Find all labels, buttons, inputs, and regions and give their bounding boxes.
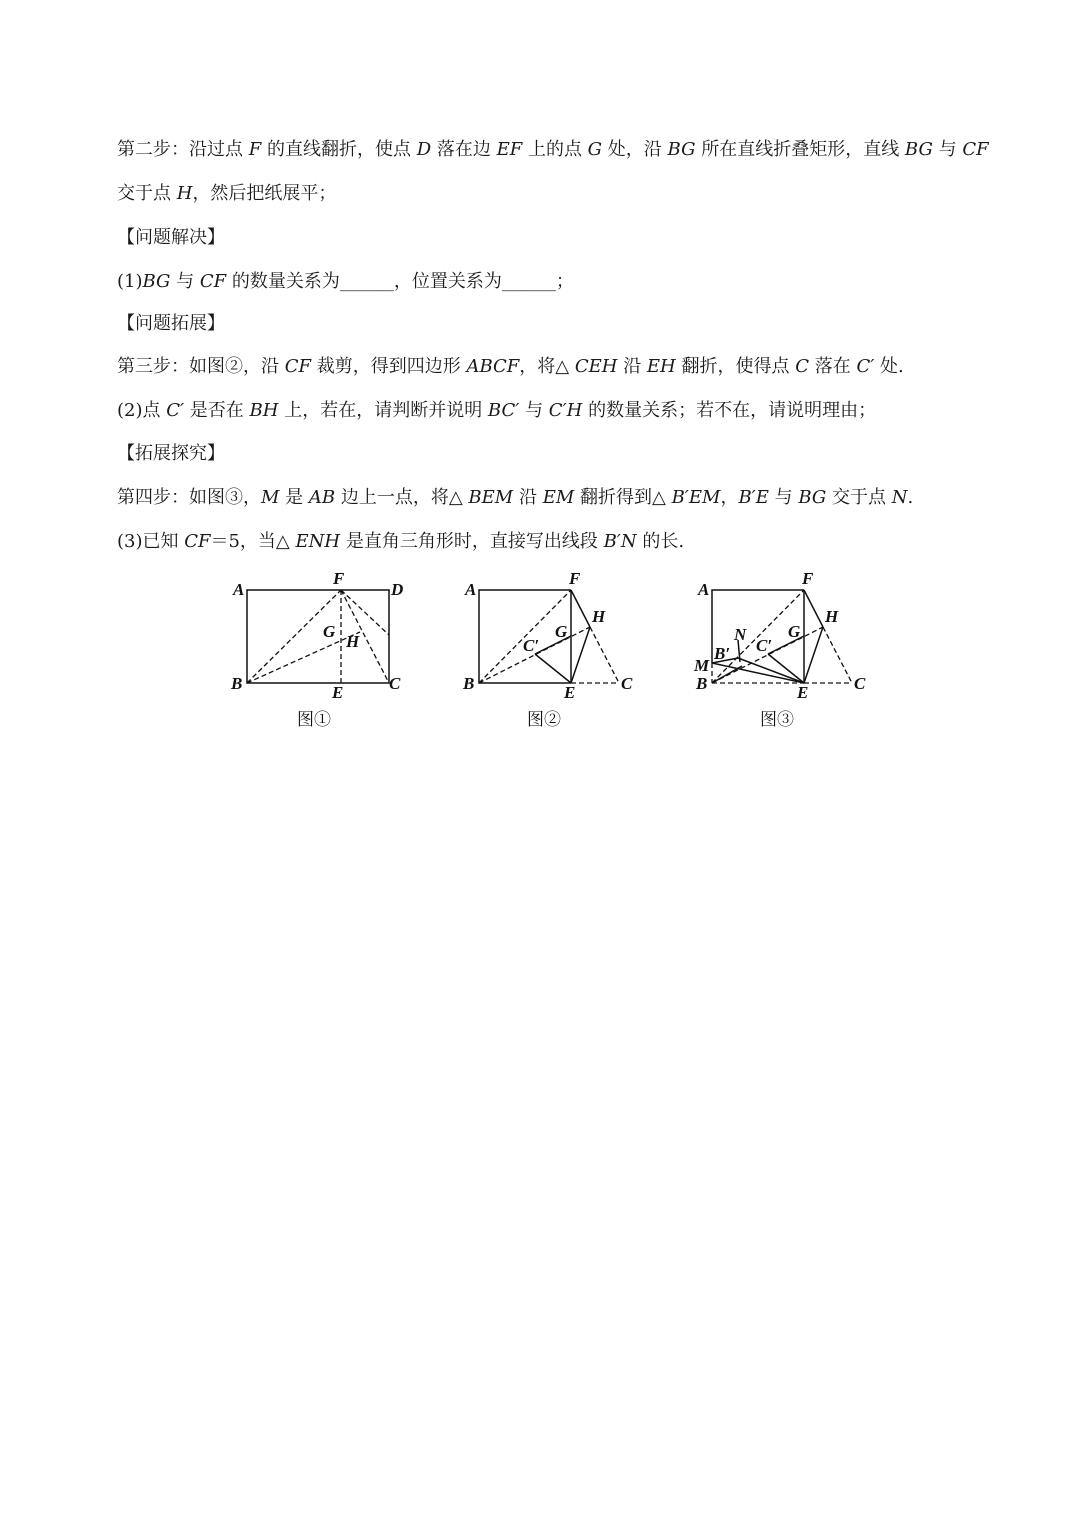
text-segment: 第二步：沿过点 <box>117 139 249 160</box>
text-segment: 翻折得到△ <box>574 487 672 508</box>
label-b-prime: B′ <box>714 644 731 663</box>
segment-fh <box>804 590 823 627</box>
text-segment: BG <box>904 139 933 160</box>
text-segment: ＝5，当△ <box>210 531 296 552</box>
label-h: H <box>592 607 606 626</box>
question-2 <box>117 399 876 423</box>
text-segment: 翻折，使得点 <box>675 356 796 377</box>
text-segment: BH <box>249 400 279 421</box>
figure-1-caption: 图① <box>297 710 331 729</box>
text-segment: 的长. <box>636 531 685 552</box>
text-segment: B′EM <box>671 487 721 508</box>
text-segment: 第三步：如图②，沿 <box>117 356 285 377</box>
label-f: F <box>569 570 581 588</box>
text-segment: F <box>248 139 262 160</box>
text-segment: 交于点 <box>826 487 892 508</box>
figure-1 <box>225 570 415 740</box>
text-segment: M <box>261 487 280 508</box>
text-segment: H <box>176 183 193 204</box>
text-segment: 的数量关系；若不在，请说明理由； <box>582 400 877 421</box>
text-segment: . <box>907 487 914 508</box>
text-segment: 是 <box>279 487 309 508</box>
text-segment: CF <box>962 139 989 160</box>
label-c-prime: C′ <box>756 636 773 655</box>
label-f: F <box>333 570 345 588</box>
label-g: G <box>323 622 336 641</box>
text-segment: 与 <box>768 487 799 508</box>
question-1 <box>117 270 574 294</box>
label-a: A <box>465 580 477 599</box>
text-segment: 沿 <box>617 356 647 377</box>
label-b: B <box>463 674 475 693</box>
rectangle-abcd <box>247 590 389 683</box>
label-c: C <box>389 674 401 693</box>
section-heading-problem-extension <box>117 312 225 336</box>
text-segment: B′E <box>738 487 769 508</box>
text-segment: AB <box>308 487 336 508</box>
text-segment: 与 <box>170 271 200 292</box>
label-e: E <box>564 683 576 702</box>
label-b: B <box>696 674 708 693</box>
text-segment: EM <box>542 487 575 508</box>
text-segment: B′N <box>603 531 637 552</box>
text-segment: 第四步：如图③， <box>117 487 261 508</box>
label-n: N <box>734 625 747 644</box>
label-g: G <box>555 622 568 641</box>
text-segment: C′H <box>548 400 583 421</box>
segment-hc <box>590 627 619 683</box>
text-segment: 所在直线折叠矩形，直线 <box>695 139 905 160</box>
text-segment: 落在边 <box>431 139 497 160</box>
segment-ec-prime <box>535 654 571 683</box>
label-a: A <box>233 580 245 599</box>
text-segment: CEH <box>574 356 618 377</box>
text-segment: 是直角三角形时，直接写出线段 <box>340 531 604 552</box>
segment-fh <box>571 590 590 627</box>
text-segment: 【拓展探究】 <box>117 443 225 464</box>
text-segment: EH <box>646 356 676 377</box>
text-segment: 落在 <box>809 356 857 377</box>
text-segment: 沿 <box>513 487 543 508</box>
text-segment: 与 <box>519 400 549 421</box>
text-segment: 与 <box>932 139 963 160</box>
text-segment: ， <box>720 487 739 508</box>
text-segment: G <box>587 139 603 160</box>
segment-hc <box>823 627 852 683</box>
text-segment: EF <box>496 139 523 160</box>
label-d: D <box>391 580 404 599</box>
label-g: G <box>788 622 801 641</box>
label-e: E <box>332 683 344 702</box>
section-heading-problem-solving <box>117 226 225 250</box>
text-segment: 【问题拓展】 <box>117 313 225 334</box>
text-segment: BC′ <box>487 400 520 421</box>
figure-2 <box>457 570 647 740</box>
text-segment: 的直线翻折，使点 <box>261 139 417 160</box>
text-segment: (1) <box>117 271 143 292</box>
text-segment: ABCF <box>466 356 520 377</box>
text-segment: C <box>795 356 809 377</box>
label-f: F <box>802 570 814 588</box>
text-segment: D <box>416 139 432 160</box>
text-line-2 <box>117 182 336 206</box>
text-segment: 【问题解决】 <box>117 227 225 248</box>
text-segment: CF <box>284 356 311 377</box>
figure-3 <box>690 570 880 740</box>
text-line-1 <box>117 138 989 162</box>
label-e: E <box>797 683 809 702</box>
text-segment: ENH <box>295 531 341 552</box>
text-segment: C′ <box>856 356 875 377</box>
segment-f-crease <box>341 590 389 635</box>
text-segment: (3)已知 <box>117 531 185 552</box>
label-m: M <box>694 656 710 675</box>
text-segment: 的数量关系为______，位置关系为______； <box>226 271 574 292</box>
segment-bh <box>247 632 360 683</box>
label-c: C <box>854 674 866 693</box>
text-segment: N <box>891 487 908 508</box>
label-b: B <box>231 674 243 693</box>
label-h: H <box>346 632 360 651</box>
figure-2-caption: 图② <box>527 710 561 729</box>
text-segment: 裁剪，得到四边形 <box>311 356 467 377</box>
text-segment: 交于点 <box>117 183 177 204</box>
label-c-prime: C′ <box>523 636 540 655</box>
text-segment: BEM <box>468 487 514 508</box>
text-segment: 处，沿 <box>602 139 668 160</box>
text-segment: 上的点 <box>522 139 588 160</box>
label-h: H <box>825 607 839 626</box>
text-segment: ，将△ <box>519 356 575 377</box>
text-segment: CF <box>199 271 227 292</box>
question-3 <box>117 530 684 554</box>
text-segment: ，然后把纸展平； <box>192 183 337 204</box>
text-segment: CF <box>184 531 211 552</box>
text-segment: 是否在 <box>184 400 250 421</box>
step-3-text <box>117 355 904 379</box>
text-segment: 边上一点，将△ <box>335 487 469 508</box>
text-segment: (2)点 <box>117 400 167 421</box>
text-segment: 上，若在，请判断并说明 <box>278 400 488 421</box>
figure-3-caption: 图③ <box>760 710 794 729</box>
text-segment: BG <box>142 271 171 292</box>
text-segment: BG <box>798 487 827 508</box>
step-4-text <box>117 486 913 510</box>
section-heading-extension-exploration <box>117 442 225 466</box>
text-segment: 处. <box>874 356 904 377</box>
label-c: C <box>621 674 633 693</box>
label-a: A <box>698 580 710 599</box>
text-segment: BG <box>667 139 696 160</box>
text-segment: C′ <box>166 400 185 421</box>
